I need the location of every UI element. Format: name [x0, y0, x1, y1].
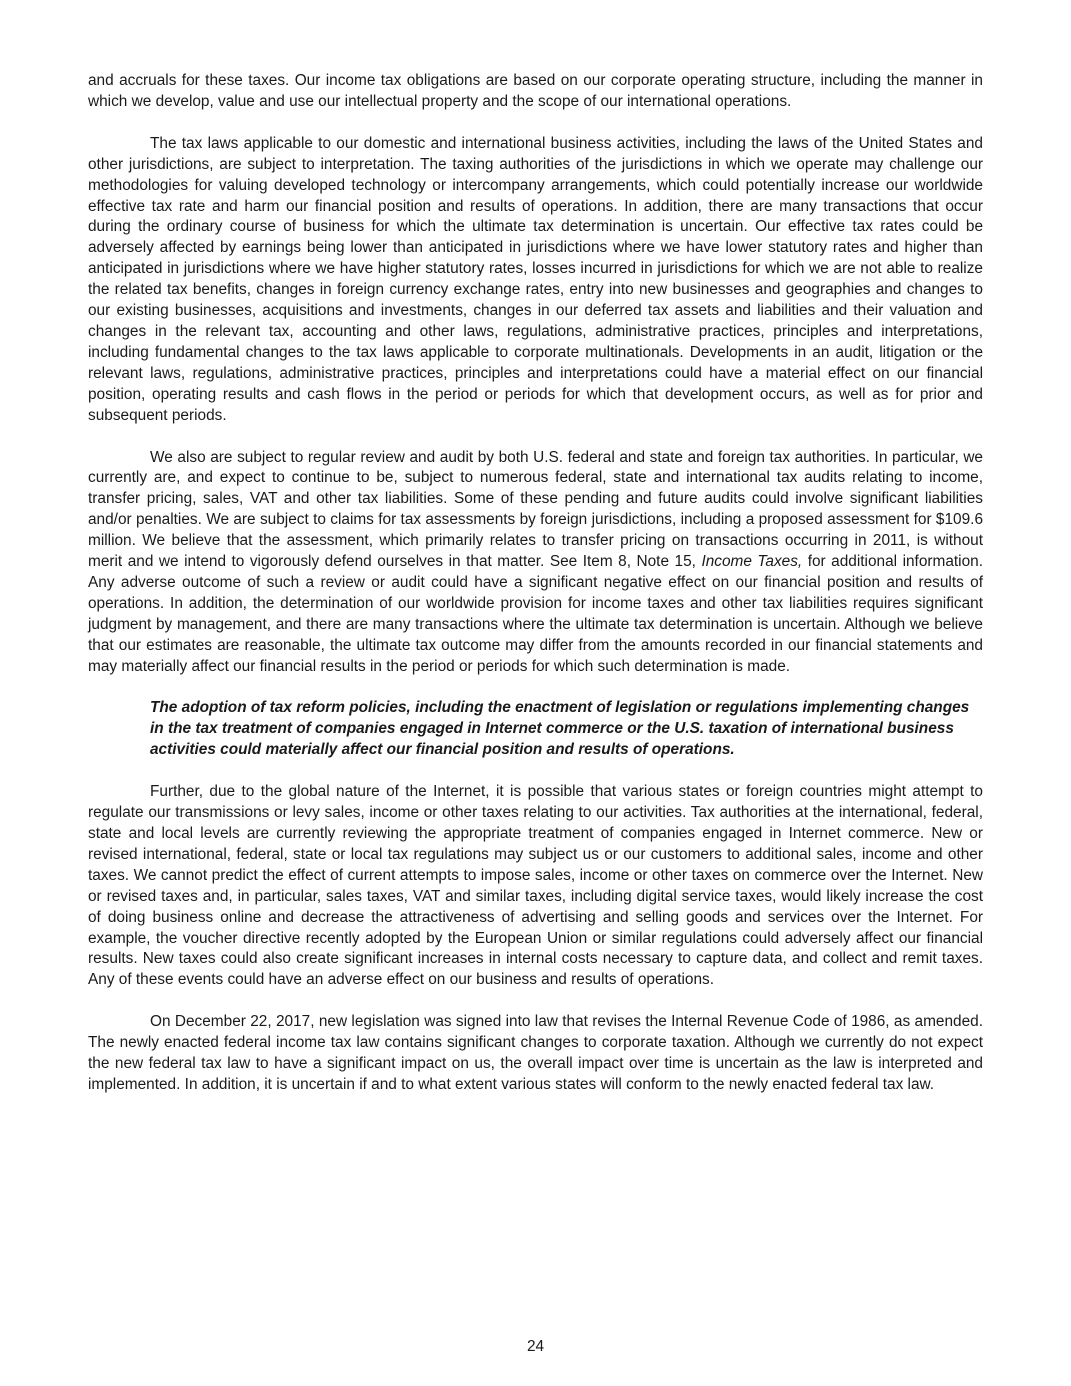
- paragraph-income-tax-obligations: and accruals for these taxes. Our income tax obligations are based on our corporate operating structure, including the manner in which we develop, value and use our intellectual property and the scope of our international operations.: [88, 72, 983, 110]
- income-taxes-reference: Income Taxes,: [701, 553, 803, 571]
- paragraph-gap: [88, 427, 983, 448]
- paragraph-tax-reform-2017: On December 22, 2017, new legislation was signed into law that revises the Internal Revenue Code of 1986, as amended. The newly enacted federal income tax law contains significant changes to corporate taxation. Although we currently do not expect the new federal tax law to have a significant impact on us, the overall impact over time is uncertain as the law is interpreted and implemented. In addition, it is uncertain if and to what extent various states will conform to the newly enacted federal tax law.: [88, 1013, 983, 1093]
- paragraph-tax-audits-text-1: We also are subject to regular review and audit by both U.S. federal and state and foreign tax authorities. In particular, we currently are, and expect to continue to be, subject to numerous federal, state and international tax audits relating to income, transfer pricing, sales, VAT and other tax liabilities. Some of these pending and future audits could involve significant liabilities and/or penalties. We are subject to claims for tax assessments by foreign jurisdictions, including a proposed assessment for $109.6 million. We believe that the assessment, which primarily relates to transfer pricing on transactions occurring in 2011, is without merit and we intend to vigorously defend ourselves in that matter. See Item 8, Note 15,: [88, 448, 983, 571]
- paragraph-tax-audits-text-2: for additional information. Any adverse outcome of such a review or audit could have a significant negative effect on our financial position and results of operations. In addition, the determination of our worldwide provision for income taxes and other tax liabilities requires significant judgment by management, and there are many transactions where the ultimate tax determination is uncertain. Although we believe that our estimates are reasonable, the ultimate tax outcome may differ from the amounts recorded in our financial statements and may materially affect our financial results in the period or periods for which such determination is made.: [88, 553, 983, 675]
- paragraph-gap: [88, 677, 983, 698]
- paragraph-gap: [88, 113, 983, 134]
- document-body: [88, 71, 983, 1096]
- paragraph-internet-taxation: Further, due to the global nature of the Internet, it is possible that various states or foreign countries might attempt to regulate our transmissions or levy sales, income or other taxes relating to our activities. Tax authorities at the international, federal, state and local levels are currently reviewing the appropriate treatment of companies engaged in Internet commerce. New or revised international, federal, state or local tax regulations may subject us or our customers to additional sales, income and other taxes. We cannot predict the effect of current attempts to impose sales, income or other taxes on commerce over the Internet. New or revised taxes and, in particular, sales taxes, VAT and similar taxes, including digital service taxes, would likely increase the cost of doing business online and decrease the attractiveness of advertising and selling goods and services over the Internet. For example, the voucher directive recently adopted by the European Union or similar regulations could adversely affect our financial results. New taxes could also create significant increases in internal costs necessary to capture data, and collect and remit taxes. Any of these events could have an adverse effect on our business and results of operations.: [88, 783, 983, 989]
- paragraph-tax-audits: [88, 448, 983, 678]
- paragraph-tax-laws-interpretation: The tax laws applicable to our domestic and international business activities, including the laws of the United States and other jurisdictions, are subject to interpretation. The taxing authorities of the jurisdictions in which we operate may challenge our methodologies for valuing developed technology or intercompany arrangements, which could potentially increase our worldwide effective tax rate and harm our financial position and results of operations. In addition, there are many transactions that occur during the ordinary course of business for which the ultimate tax determination is uncertain. Our effective tax rates could be adversely affected by earnings being lower than anticipated in jurisdictions where we have lower statutory rates and higher than anticipated in jurisdictions where we have higher statutory rates, losses incurred in jurisdictions for which we are not able to realize the related tax benefits, changes in foreign currency exchange rates, entry into new businesses and geographies and changes to our existing businesses, acquisitions and investments, changes in our deferred tax assets and liabilities and their valuation and changes in the relevant tax, accounting and other laws, regulations, administrative practices, principles and interpretations, including fundamental changes to the tax laws applicable to corporate multinationals. Developments in an audit, litigation or the relevant laws, regulations, administrative practices, principles and interpretations could have a material effect on our financial position, operating results and cash flows in the period or periods for which that development occurs, as well as for prior and subsequent periods.: [88, 134, 983, 424]
- page-number: 24: [526, 1338, 545, 1355]
- risk-factor-heading: The adoption of tax reform policies, including the enactment of legislation or regulations implementing changes in the tax treatment of companies engaged in Internet commerce or the U.S. taxation of international business activities could materially affect our financial position and results of operations.: [150, 699, 970, 759]
- paragraph-gap: [88, 991, 983, 1012]
- paragraph-gap: [88, 761, 983, 782]
